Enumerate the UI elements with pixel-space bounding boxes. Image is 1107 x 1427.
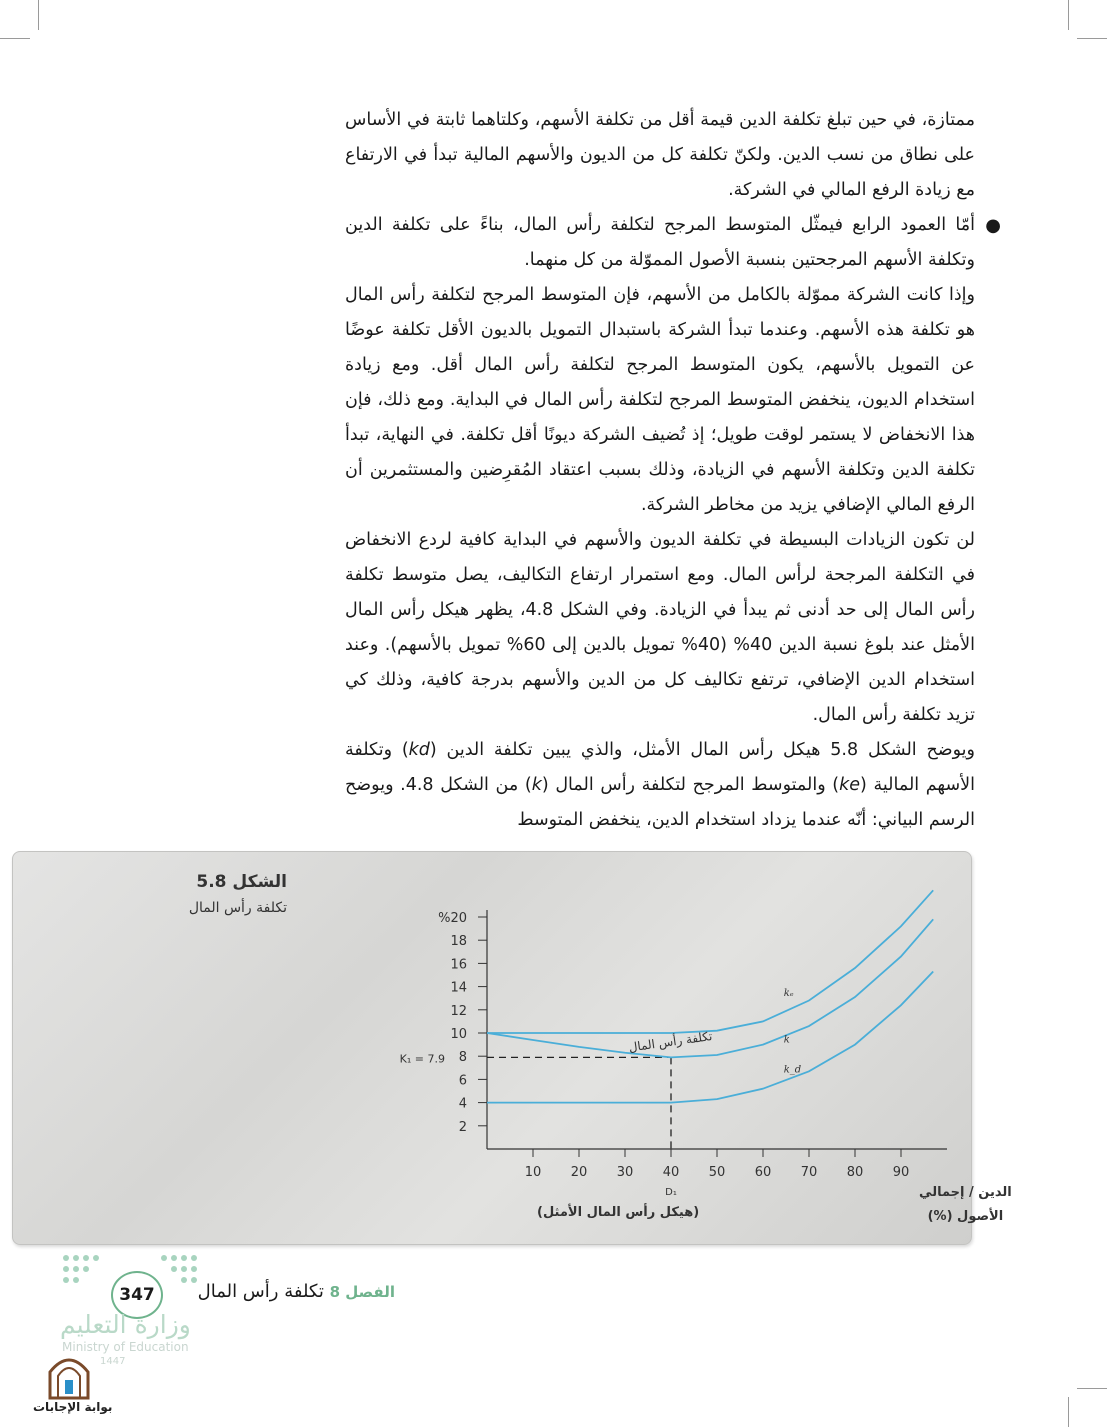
body-text <box>345 103 1001 838</box>
crop-mark <box>1068 0 1069 30</box>
crop-mark <box>0 38 30 39</box>
series-line-1 <box>487 890 933 1033</box>
portal-logo-icon <box>46 1350 92 1400</box>
y-tick-label: 10 <box>450 1027 467 1042</box>
figure-title: الشكل 5.8 <box>196 872 287 892</box>
series-label: k <box>783 1034 790 1046</box>
page-number: 347 <box>111 1271 163 1319</box>
bullet-text: أمّا العمود الرابع فيمثّل المتوسط المرجح لتكلفة رأس المال، بناءً على تكلفة الدين وتكلفة الأسهم المرجحتين بنسبة الأصول المموّلة من كل منهما. <box>345 215 975 270</box>
x-tick-label: 40 <box>662 1165 680 1180</box>
bullet-paragraph <box>345 208 1001 278</box>
curve-label: تكلفة رأس المال <box>627 1029 714 1055</box>
figure-subtitle: تكلفة رأس المال <box>188 900 287 916</box>
x-tick-label: 20 <box>570 1165 588 1180</box>
crop-mark <box>1077 1388 1107 1389</box>
chapter-label: الفصل 8 <box>329 1283 395 1301</box>
chapter-title: تكلفة رأس المال <box>197 1281 324 1302</box>
paragraph-3: لن تكون الزيادات البسيطة في تكلفة الديون والأسهم في البداية كافية لردع الانخفاض في التكلفة المرجحة لرأس المال. ومع استمرار ارتفاع التكاليف، يصل متوسط تكلفة رأس المال إلى حد أدنى ثم يبدأ في الزيادة. وفي الشكل 4.8، يظهر هيكل رأس المال الأمثل عند بلوغ نسبة الدين 40% (40% تمويل بالدين إلى 60% تمويل بالأسهم). وعند استخدام الدين الإضافي، ترتفع تكاليف كل من الدين والأسهم بدرجة كافية، وذلك كي تزيد تكلفة رأس المال. <box>345 530 975 725</box>
crop-mark <box>38 0 39 30</box>
ministry-year: 1447 <box>100 1356 126 1367</box>
x-tick-label: 80 <box>846 1165 864 1180</box>
k1-label: K₁ = 7.9 <box>399 1052 445 1066</box>
y-tick-label: 6 <box>458 1073 467 1089</box>
y-tick-label: 16 <box>450 957 467 973</box>
paragraph-4-part: ) من الشكل 4.8. ويوضح الرسم البياني: أنّه عندما يزداد استخدام الدين، ينخفض المتوسط <box>345 775 975 830</box>
crop-mark <box>1077 38 1107 39</box>
series-label: kₑ <box>783 987 794 999</box>
paragraph-2: وإذا كانت الشركة مموّلة بالكامل من الأسهم، فإن المتوسط المرجح لتكلفة رأس المال هو تكلفة هذه الأسهم. وعندما تبدأ الشركة باستبدال التمويل بالديون الأقل تكلفة عوضًا عن التمويل بالأسهم، يكون المتوسط المرجح لتكلفة رأس المال أقل. ومع زيادة استخدام الديون، ينخفض المتوسط المرجح لتكلفة رأس المال في البداية. ومع ذلك، فإن هذا الانخفاض لا يستمر لوقت طويل؛ إذ تُضيف الشركة ديونًا أقل تكلفة. في النهاية، تبدأ تكلفة الدين وتكلفة الأسهم في الزيادة، وذلك بسبب اعتقاد المُقرِضين والمستثمرين أن الرفع المالي الإضافي يزيد من مخاطر الشركة. <box>345 285 975 515</box>
y-tick-label: 12 <box>450 1003 467 1019</box>
x-tick-label: 50 <box>708 1165 726 1180</box>
ministry-name-arabic: وزارة التعليم <box>60 1310 191 1339</box>
y-tick-label: 14 <box>450 980 467 996</box>
paragraph-4 <box>345 733 975 838</box>
bullet-icon: ● <box>985 215 1001 236</box>
series-label: k_d <box>783 1064 802 1076</box>
portal-label: بوابة الإجابات <box>33 1400 113 1414</box>
x-tick-label: 60 <box>754 1165 772 1180</box>
footer-chapter <box>198 1281 395 1302</box>
y-tick-label: 2 <box>458 1119 467 1135</box>
cost-of-capital-chart <box>13 852 1012 1244</box>
x-tick-label: 70 <box>800 1165 818 1180</box>
y-tick-label: 18 <box>450 934 467 950</box>
x-axis-label-line1: الدين / إجمالي <box>919 1185 1012 1200</box>
x-tick-label: 10 <box>524 1165 542 1180</box>
y-tick-label: 4 <box>458 1096 467 1112</box>
paragraph-4-part: ) وتكلفة الأسهم المالية ( <box>345 740 976 795</box>
y-tick-label: 8 <box>458 1050 467 1066</box>
y-tick-label: %20 <box>438 911 467 926</box>
symbol-kd: kd <box>408 740 430 760</box>
ministry-name-english: Ministry of Education <box>62 1340 189 1354</box>
symbol-k: k <box>531 775 542 795</box>
x-tick-label: 30 <box>616 1165 634 1180</box>
figure-panel <box>12 851 1012 1245</box>
crop-mark <box>1068 1397 1069 1427</box>
x-axis-label-line2: الأصول (%) <box>927 1209 1004 1224</box>
paragraph-intro: ممتازة، في حين تبلغ تكلفة الدين قيمة أقل من تكلفة الأسهم، وكلتاهما ثابتة في الأساس على نطاق من نسب الدين. ولكنّ تكلفة كل من الديون والأسهم المالية تبدأ في الارتفاع مع زيادة الرفع المالي في الشركة. <box>345 110 975 200</box>
paragraph-4-part: ) والمتوسط المرجح لتكلفة رأس المال ( <box>541 775 840 795</box>
paragraph-4-part: ويوضح الشكل 5.8 هيكل رأس المال الأمثل، والذي يبين تكلفة الدين ( <box>429 740 975 760</box>
optimal-x-label: D₁ <box>665 1187 677 1198</box>
optimal-caption: (هيكل رأس المال الأمثل) <box>537 1205 700 1220</box>
ministry-dots-logo-icon <box>60 1252 200 1287</box>
symbol-ke: ke <box>839 775 861 795</box>
x-tick-label: 90 <box>892 1165 910 1180</box>
